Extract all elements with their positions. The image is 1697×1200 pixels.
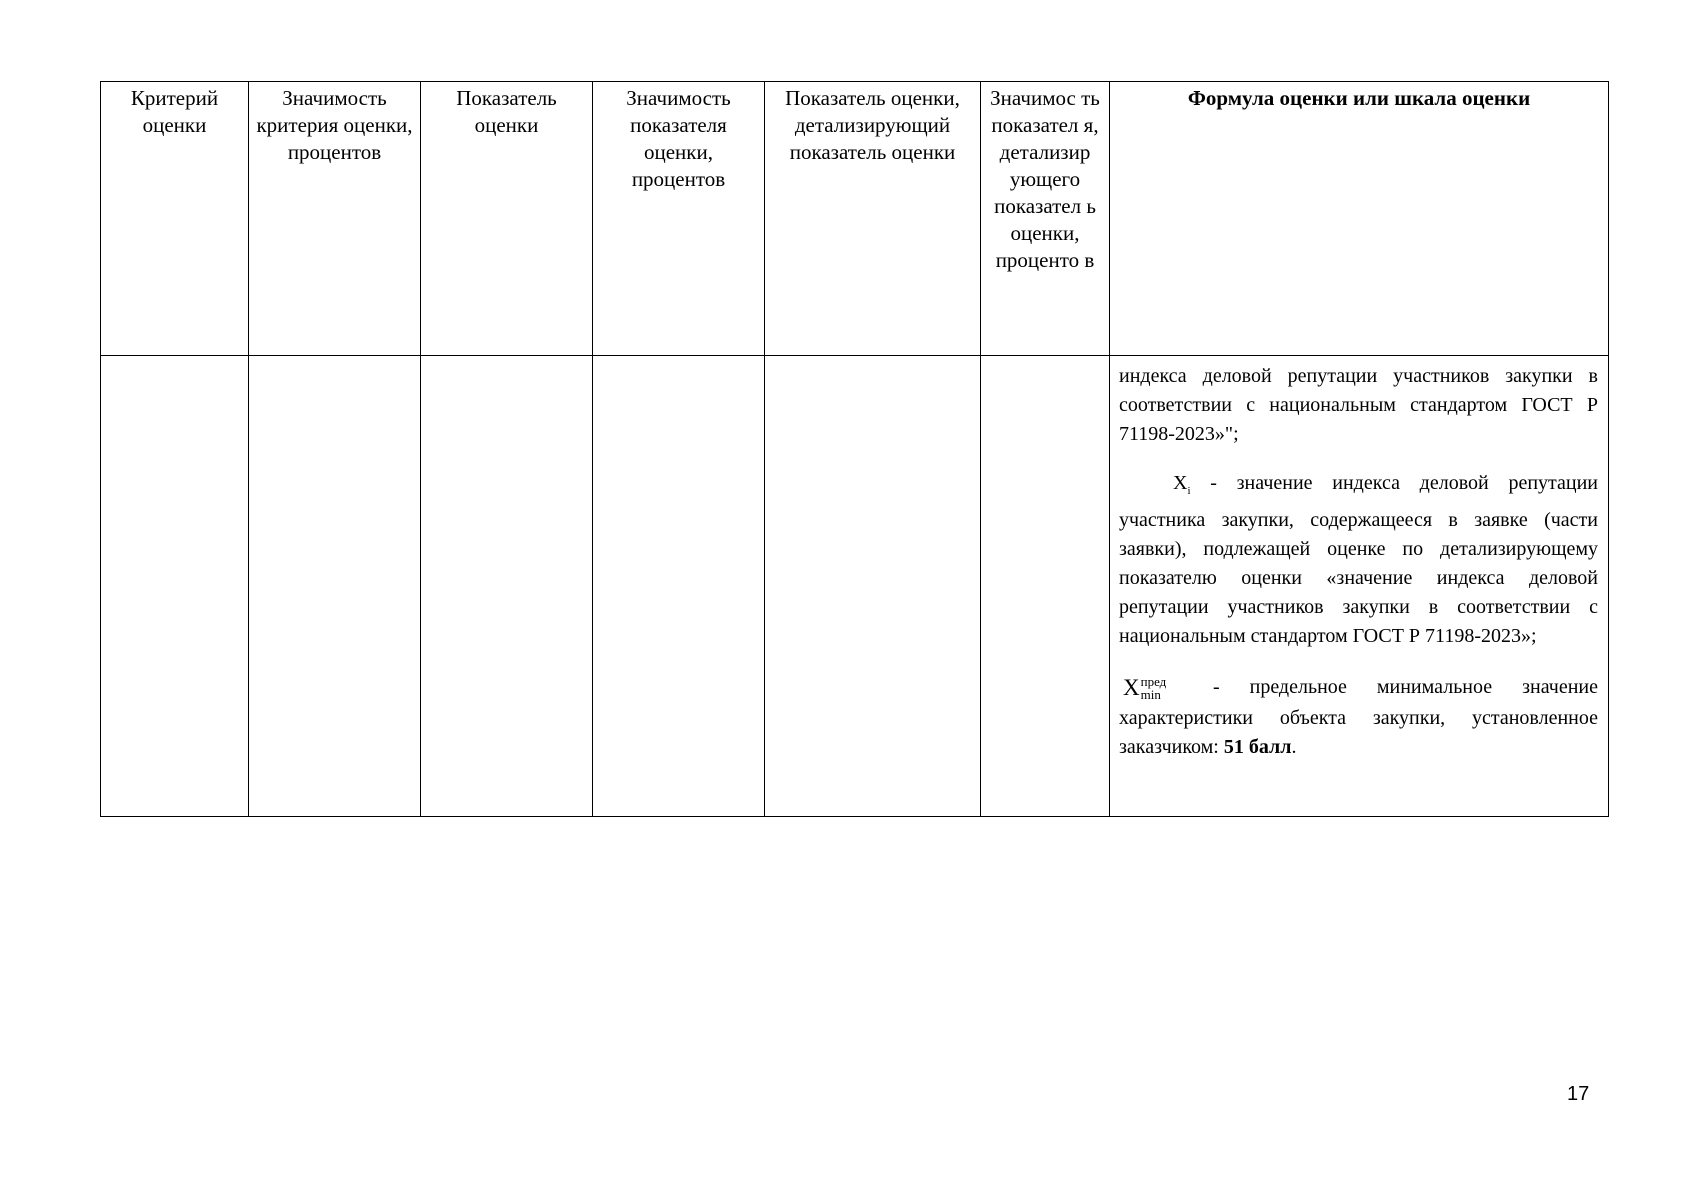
xi-symbol: X (1173, 472, 1188, 494)
xmin-subscript: min (1140, 686, 1161, 702)
xmin-superscript: пред (1140, 673, 1167, 689)
header-formula: Формула оценки или шкала оценки (1110, 82, 1609, 356)
formula-paragraph-xi (1119, 469, 1598, 651)
cell-indicator (421, 356, 593, 817)
xi-subscript: i (1187, 485, 1191, 497)
cell-indicator-weight (593, 356, 765, 817)
xmin-value: 51 балл (1223, 736, 1292, 758)
xmin-scripts (1141, 675, 1167, 701)
header-indicator: Показатель оценки (421, 82, 593, 356)
page-number: 17 (1567, 1083, 1590, 1105)
table-row (101, 356, 1609, 817)
formula-paragraph-1: индекса деловой репутации участников закупки в соответствии с национальным стандартом ГОСТ Р 71198-2023»"; (1119, 365, 1598, 445)
xmin-end: . (1291, 736, 1297, 758)
xmin-symbol: X (1123, 675, 1140, 700)
header-criterion: Критерий оценки (101, 82, 249, 356)
header-indicator-weight: Значимость показателя оценки, процентов (593, 82, 765, 356)
header-detailed-indicator: Показатель оценки, детализирующий показатель оценки (765, 82, 981, 356)
table-header-row (101, 82, 1609, 356)
xmin-description: характеристики объекта закупки, установленное заказчиком: (1119, 707, 1598, 758)
xi-description: - значение индекса деловой репутации участника закупки, содержащееся в заявке (части заявки), подлежащей оценке по детализирующему показателю оценки «значение индекса деловой репутации участников закупки в соответствии с национальным стандартом ГОСТ Р 71198-2023»; (1119, 472, 1598, 647)
formula-paragraph-3 (1119, 704, 1598, 762)
xmin-formula (1123, 673, 1183, 702)
evaluation-criteria-table (100, 81, 1609, 817)
header-detailed-indicator-weight: Значимос ть показател я, детализир ующего показател ь оценки, проценто в (981, 82, 1110, 356)
cell-formula (1110, 356, 1609, 817)
cell-detailed-indicator (765, 356, 981, 817)
cell-detailed-indicator-weight (981, 356, 1110, 817)
xmin-description-line: - предельное минимальное значение (1213, 676, 1598, 698)
cell-criterion (101, 356, 249, 817)
formula-xmin-row (1119, 673, 1598, 702)
header-criterion-weight: Значимость критерия оценки, процентов (249, 82, 421, 356)
cell-criterion-weight (249, 356, 421, 817)
